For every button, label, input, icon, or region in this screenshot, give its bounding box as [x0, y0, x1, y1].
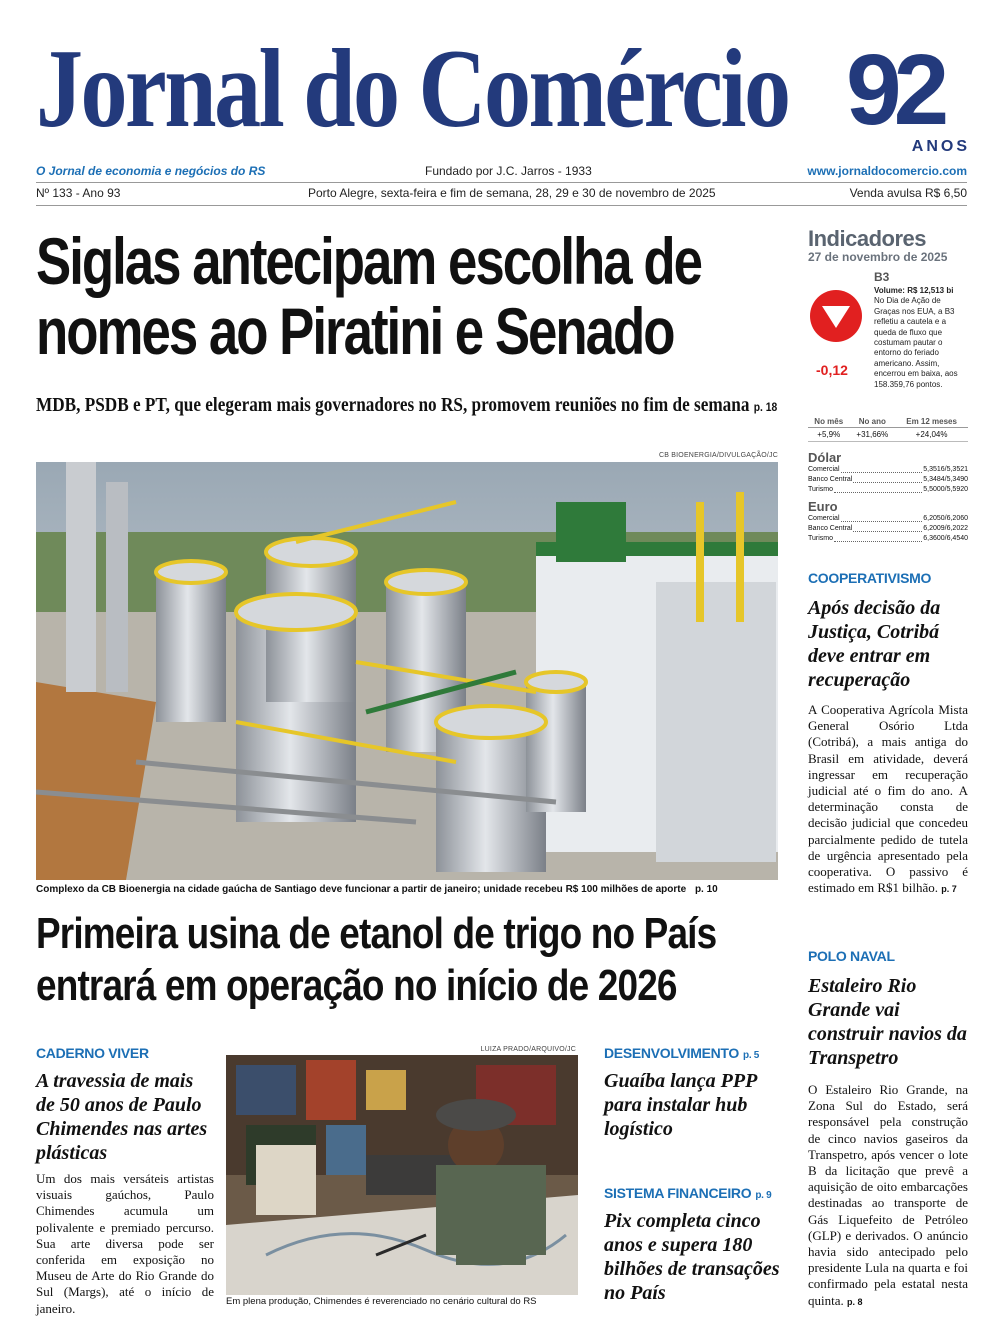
section-label: COOPERATIVISMO — [808, 570, 932, 586]
rate-label: Comercial — [808, 515, 840, 522]
b3-summary — [874, 286, 968, 390]
lead-subhead-text: MDB, PSDB e PT, que elegeram mais governadores no RS, promovem reuniões no fim de semana — [36, 394, 750, 416]
rate-label: Turismo — [808, 486, 834, 493]
section-label-text: DESENVOLVIMENTO — [604, 1045, 740, 1061]
rate-label: Turismo — [808, 535, 834, 542]
page-reference: p. 7 — [941, 884, 957, 895]
section-label: POLO NAVAL — [808, 948, 895, 964]
rate-row — [808, 475, 968, 485]
leader-dots — [834, 534, 922, 542]
page-reference: p. 5 — [743, 1050, 760, 1061]
section-label — [604, 1185, 784, 1201]
page-reference: p. 10 — [694, 884, 718, 895]
rate-row — [808, 514, 968, 524]
rate-value: 5,3516/5,3521 — [923, 466, 968, 473]
photo-caption-text: Complexo da CB Bioenergia na cidade gaúcha de Santiago deve funcionar a partir de janeiro; unidade recebeu R$ 100 milhões de aporte — [36, 884, 687, 895]
cooperativismo-body — [808, 702, 968, 897]
rate-value: 6,2009/6,2022 — [923, 525, 968, 532]
photo-credit: CB BIOENERGIA/DIVULGAÇÃO/JC — [659, 452, 778, 459]
polo-naval-headline[interactable]: Estaleiro Rio Grande vai construir navios da Transpetro — [808, 975, 967, 1069]
leader-dots — [841, 514, 923, 522]
leader-dots — [834, 485, 922, 493]
artist-photo[interactable] — [226, 1055, 578, 1295]
cover-price: Venda avulsa R$ 6,50 — [849, 186, 967, 200]
leader-dots — [841, 465, 923, 473]
lead-headline-text: Siglas antecipam escolha de nomes ao Piratini e Senado — [36, 224, 701, 368]
section-label — [604, 1045, 784, 1061]
rate-row — [808, 465, 968, 475]
photo-caption — [36, 884, 778, 895]
section-label-text: SISTEMA FINANCEIRO — [604, 1185, 752, 1201]
sistema-financeiro-headline[interactable]: Pix completa cinco anos e supera 180 bilhões de transações no País — [604, 1210, 780, 1304]
cooperativismo-section — [808, 570, 968, 897]
currency-name: Euro — [808, 499, 838, 514]
table-cell: +5,9% — [808, 428, 850, 442]
b3-label: B3 — [874, 270, 890, 284]
rate-value: 6,2050/6,2060 — [923, 515, 968, 522]
divider — [36, 182, 967, 183]
page-reference: p. 9 — [755, 1190, 772, 1201]
second-headline[interactable] — [36, 908, 717, 1012]
b3-change: -0,12 — [816, 362, 848, 378]
page-reference: p. 18 — [753, 400, 778, 414]
masthead-strap — [36, 164, 967, 182]
caderno-viver-section — [36, 1045, 214, 1317]
masthead — [36, 24, 976, 154]
table-header: No ano — [850, 416, 896, 428]
caderno-viver-body: Um dos mais versáteis artistas visuais gaúchos, Paulo Chimendes acumula um polivalente e premiado percurso. Sua arte diversa pode ser conferida em exposição no Museu de Arte do Rio Grande do Sul (Margs), até o início de janeiro. — [36, 1171, 214, 1316]
b3-summary-text: No Dia de Ação de Graças nos EUA, a B3 refletiu a cautela e a queda de fluxo que costumam pautar o entorno do feriado americano. Assim, encerrou em baixa, aos 158.359,76 pontos. — [874, 296, 958, 389]
section-label: CADERNO VIVER — [36, 1045, 149, 1061]
dollar-rates — [808, 450, 968, 495]
newspaper-title: Jornal do Comércio — [36, 27, 789, 151]
artist-illustration — [226, 1055, 578, 1295]
edition-date: Porto Alegre, sexta-feira e fim de semana, 28, 29 e 30 de novembro de 2025 — [308, 186, 716, 200]
cooperativismo-body-text: A Cooperativa Agrícola Mista General Osório Ltda (Cotribá), a mais antiga do Brasil em atividade, deverá ingressar em recuperação judicial até o fim do ano. A determinação consta de decisão judicial que concedeu parcialmente pedido de tutela de urgência apresentado pela cooperativa. O passivo é estimado em R$1 bilhão. — [808, 702, 968, 896]
anniversary-label: ANOS — [911, 138, 970, 155]
table-header-row — [808, 416, 968, 428]
table-cell: +31,66% — [850, 428, 896, 442]
polo-naval-section — [808, 948, 968, 1310]
table-row — [808, 428, 968, 442]
rate-label: Banco Central — [808, 476, 853, 483]
down-arrow-icon — [810, 290, 862, 342]
second-headline-text: Primeira usina de etanol de trigo no País entrará em operação no início de 2026 — [36, 909, 717, 1010]
issue-number: Nº 133 - Ano 93 — [36, 186, 121, 200]
tagline: O Jornal de economia e negócios do RS — [36, 164, 266, 178]
desenvolvimento-headline[interactable]: Guaíba lança PPP para instalar hub logístico — [604, 1070, 757, 1140]
rate-row — [808, 485, 968, 495]
photo-credit: LUIZA PRADO/ARQUIVO/JC — [480, 1046, 576, 1053]
polo-naval-body — [808, 1082, 968, 1310]
founded-line: Fundado por J.C. Jarros - 1933 — [425, 164, 592, 178]
currency-name: Dólar — [808, 450, 842, 465]
indicators-date: 27 de novembro de 2025 — [808, 250, 948, 264]
euro-rates — [808, 499, 968, 544]
caderno-viver-headline[interactable]: A travessia de mais de 50 anos de Paulo Chimendes nas artes plásticas — [36, 1070, 208, 1164]
ethanol-plant-photo[interactable] — [36, 462, 778, 880]
rate-row — [808, 534, 968, 544]
b3-volume: Volume: R$ 12,513 bi — [874, 286, 954, 295]
ethanol-plant-illustration — [36, 462, 778, 880]
rate-label: Comercial — [808, 466, 840, 473]
desenvolvimento-section — [604, 1045, 784, 1141]
divider — [36, 205, 967, 206]
anniversary-number: 92 — [846, 34, 942, 146]
b3-block — [808, 270, 968, 400]
anniversary-logo — [846, 34, 972, 160]
rate-value: 5,3484/5,3490 — [923, 476, 968, 483]
cooperativismo-headline[interactable]: Após decisão da Justiça, Cotribá deve entrar em recuperação — [808, 597, 941, 691]
rate-value: 6,3600/6,4540 — [923, 535, 968, 542]
table-cell: +24,04% — [895, 428, 968, 442]
leader-dots — [853, 524, 922, 532]
leader-dots — [853, 475, 922, 483]
rate-row — [808, 524, 968, 534]
art-photo-caption: Em plena produção, Chimendes é reverenciado no cenário cultural do RS — [226, 1296, 537, 1307]
website-link[interactable]: www.jornaldocomercio.com — [807, 164, 967, 178]
sistema-financeiro-section — [604, 1185, 784, 1305]
rate-label: Banco Central — [808, 525, 853, 532]
lead-headline[interactable] — [36, 224, 701, 368]
table-header: Em 12 meses — [895, 416, 968, 428]
indicators-panel — [808, 226, 968, 544]
lead-subhead — [36, 394, 778, 417]
indicators-title: Indicadores — [808, 226, 926, 251]
b3-performance-table — [808, 416, 968, 442]
polo-naval-body-text: O Estaleiro Rio Grande, na Zona Sul do Estado, será responsável pela construção de cinco navios gaseiros da Transpetro, após vencer o lote B da licitação que prevê a aquisição de oito embarcações destinadas ao transporte de Gás Liquefeito de Petróleo (GLP) e derivados. O anúncio havia sido antecipado pelo presidente Lula na quarta e foi confirmado pela estatal nesta quinta. — [808, 1082, 968, 1308]
table-header: No mês — [808, 416, 850, 428]
rate-value: 5,5000/5,5920 — [923, 486, 968, 493]
page-reference: p. 8 — [847, 1296, 863, 1307]
dateline — [36, 186, 967, 204]
